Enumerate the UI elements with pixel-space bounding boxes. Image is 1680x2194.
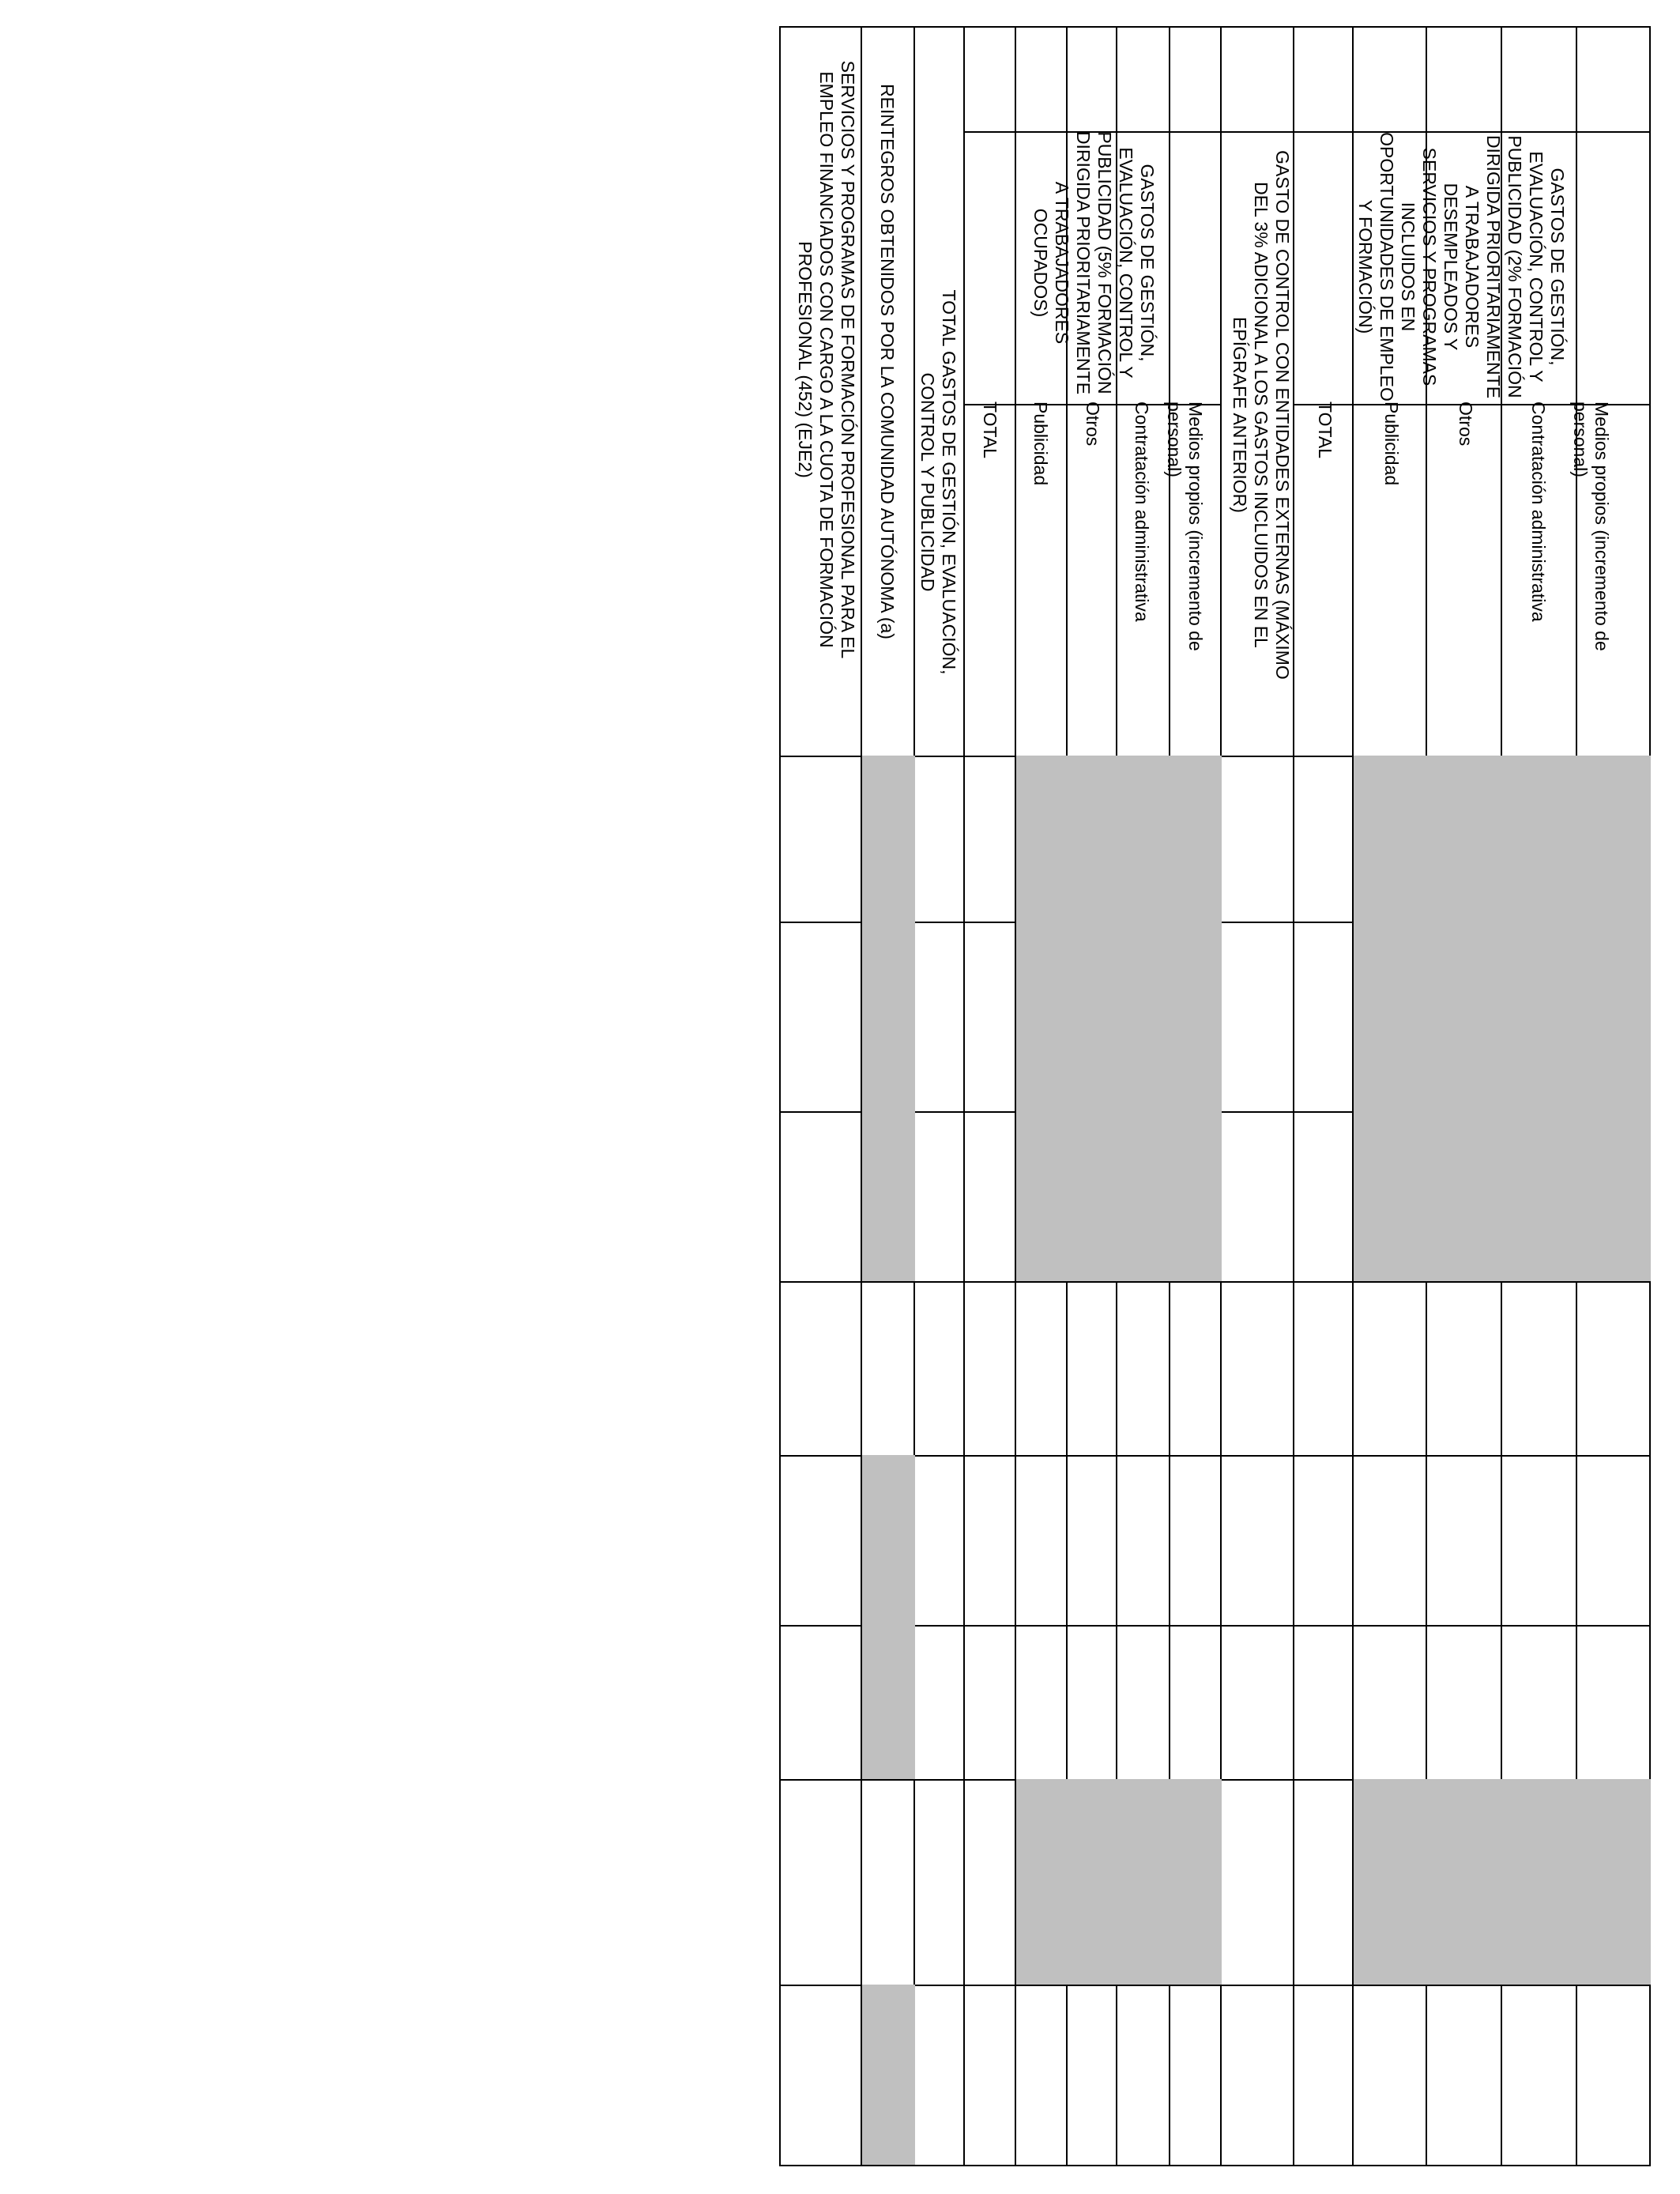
row-servicios: SERVICIOS Y PROGRAMAS DE FORMACIÓN PROFESIONAL PARA EL EMPLEO FINANCIADOS CON CARGO A LA CUOTA DE FORMACIÓN PROFESIONAL (452) (EJE2) [795,60,858,659]
shaded-cell [1354,1779,1651,1985]
shaded-cell [862,1985,915,2165]
shaded-cell [1354,756,1651,1281]
row-medios-propios-2: Medios propios (incremento de personal) [1164,401,1206,651]
row-line [1293,26,1294,2165]
shaded-cell [1016,756,1222,1281]
table-border-left [779,26,1651,28]
shaded-cell [1016,1779,1222,1985]
row-line [963,26,965,2165]
group-ocupados-label: GASTOS DE GESTIÓN, EVALUACIÓN, CONTROL Y PUBLICIDAD (5% FORMACIÓN DIRIGIDA PRIORITARIAMENTE A TRABAJADORES OCUPADOS) [1030,130,1158,395]
row-medios-propios-1: Medios propios (incremento de personal) [1570,401,1612,651]
row-reintegros: REINTEGROS OBTENIDOS POR LA COMUNIDAD AUTÓNOMA (a) [877,84,898,639]
shaded-cell [862,756,915,1281]
shaded-cell [862,1455,915,1779]
row-gasto-control: GASTO DE CONTROL CON ENTIDADES EXTERNAS (MÁXIMO DEL 3% ADICIONAL A LOS GASTOS INCLUIDOS EN EL EPÍGRAFE ANTERIOR) [1230,150,1293,680]
row-total-2: TOTAL [980,401,1000,458]
row-contratacion-1: Contratación administrativa [1528,401,1549,622]
row-contratacion-2: Contratación administrativa [1132,401,1152,622]
row-otros-1: Otros [1456,401,1476,447]
row-total-1: TOTAL [1315,401,1335,458]
row-publicidad-1: Publicidad [1381,401,1402,486]
group-desempleados-label: GASTOS DE GESTIÓN, EVALUACIÓN, CONTROL Y PUBLICIDAD (2% FORMACIÓN DIRIGIDA PRIORITARIAMENTE A TRABAJADORES DESEMPLEADOS Y SERVICIOS Y PROGRAMAS INCLUIDOS EN OPORTUNIDADES DE EMPLEO Y FORMACIÓN) [1355,132,1568,401]
row-publicidad-2: Publicidad [1030,401,1051,486]
column-line [781,1281,1651,1283]
table-border-right [779,2165,1651,2166]
row-total-gastos: TOTAL GASTOS DE GESTIÓN, EVALUACIÓN, CONTROL Y PUBLICIDAD [917,289,959,675]
row-otros-2: Otros [1083,401,1103,447]
